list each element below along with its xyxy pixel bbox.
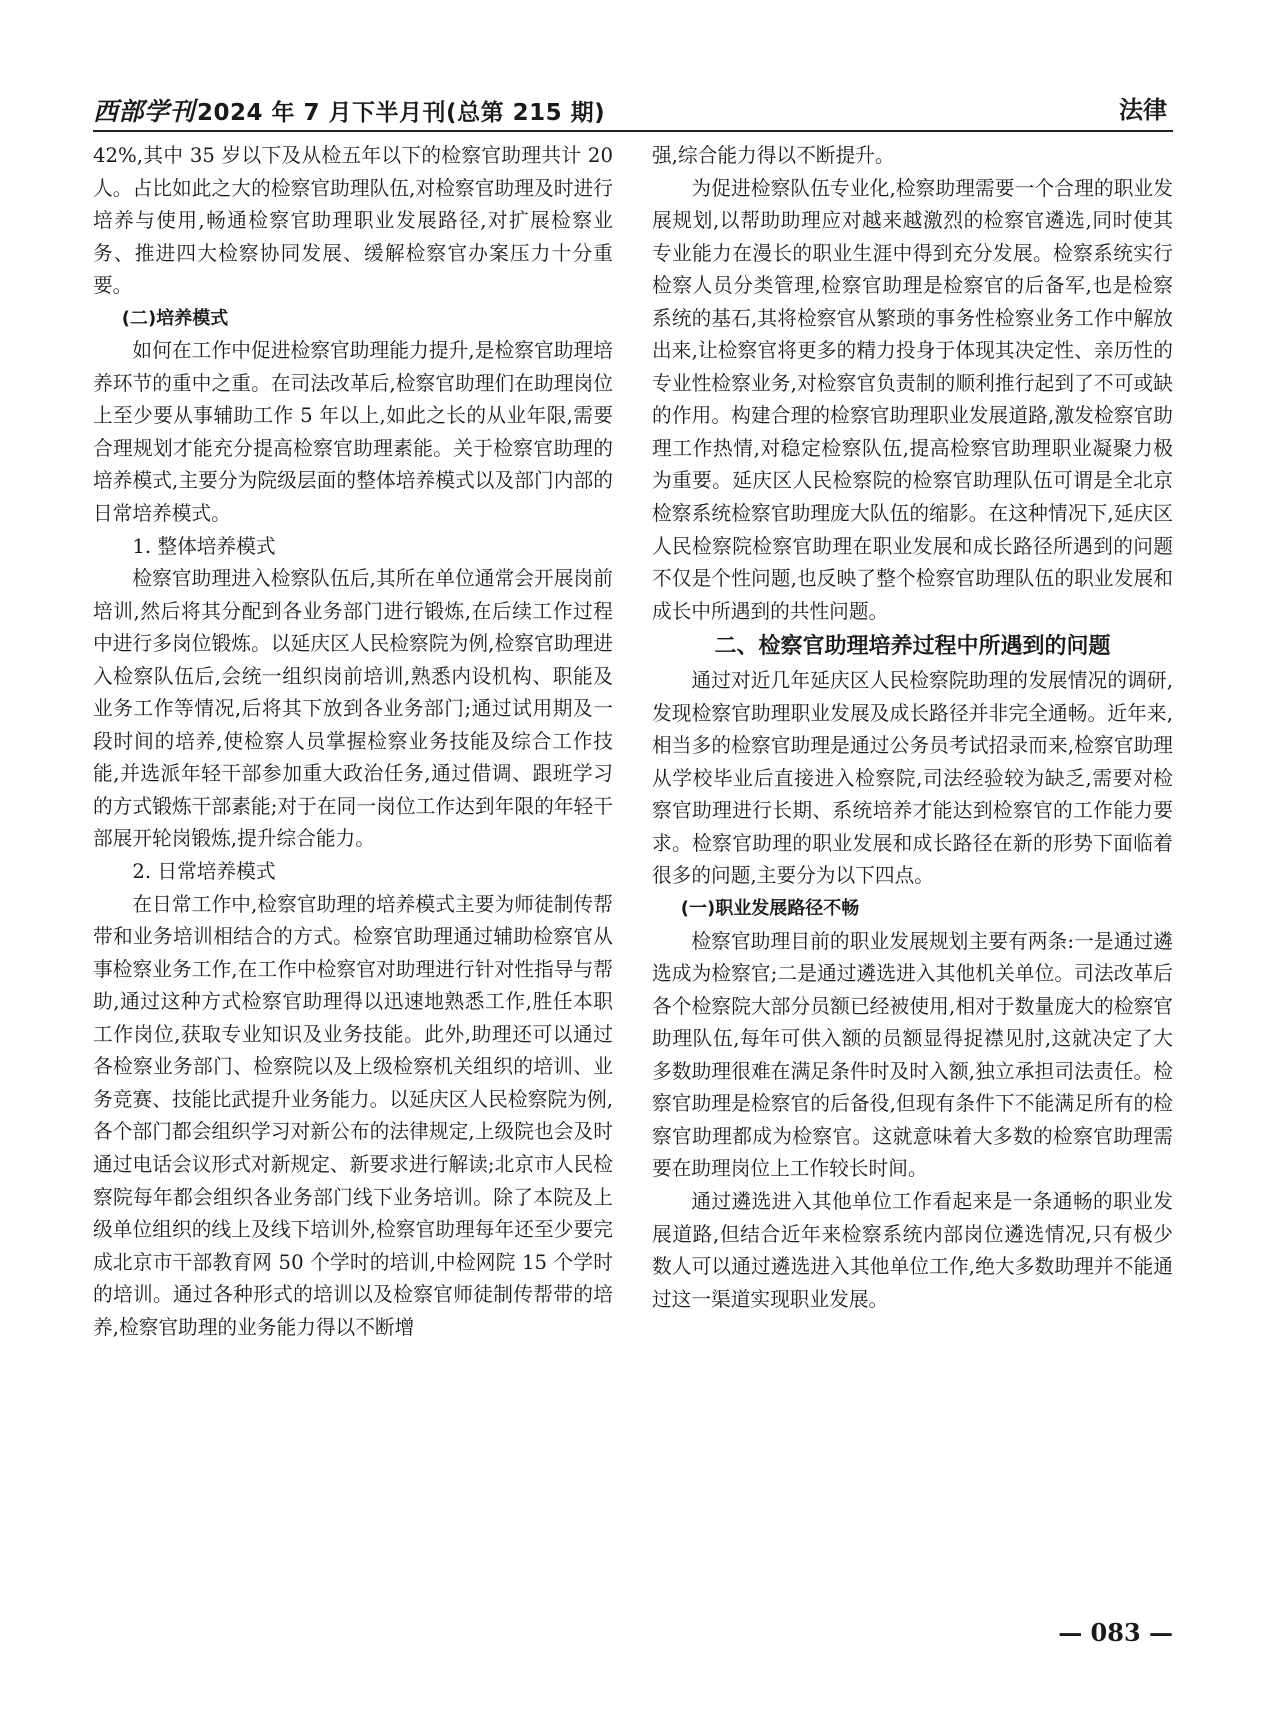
journal-logo: 西部学刊 [93, 97, 196, 126]
section-heading: 二、检察官助理培养过程中所遇到的问题 [714, 634, 1111, 660]
section-label: 法律 [1119, 96, 1167, 124]
paragraph: 检察官助理目前的职业发展规划主要有两条:一是通过遴选成为检察官;二是通过遴选进入其他机关单位。司法改革后各个检察院大部分员额已经被使用,相对于数量庞大的检察官助理队伍,每年可供入额的员额显得捉襟见肘,这就决定了大多数助理很难在满足条件时及时入额,独立承担司法责任。检察官助理是检察官的后备役,但现有条件下不能满足所有的检察官助理都成为检察官。这就意味着大多数的检察官助理需要在助理岗位上工作较长时间。 [652, 929, 1173, 1181]
issue-info: 2024 年 7 月下半月刊(总第 215 期) [197, 100, 606, 126]
paragraph: 通过对近几年延庆区人民检察院助理的发展情况的调研,发现检察官助理职业发展及成长路径并非完全通畅。近年来,相当多的检察官助理是通过公务员考试招录而来,检察官助理从学校毕业后直接进入检察院,司法经验较为缺乏,需要对检察官助理进行长期、系统培养才能达到检察官的工作能力要求。检察官助理的职业发展和成长路径在新的形势下面临着很多的问题,主要分为以下四点。 [652, 669, 1173, 888]
page-number: — 083 — [1058, 1618, 1173, 1647]
journal-title [93, 92, 605, 128]
paragraph: 如何在工作中促进检察官助理能力提升,是检察官助理培养环节的重中之重。在司法改革后,检察官助理们在助理岗位上至少要从事辅助工作 5 年以上,如此之长的从业年限,需要合理规划才能充分提高检察官助理素能。关于检察官助理的培养模式,主要分为院级层面的整体培养模式以及部门内部的日常培养模式。 [93, 339, 613, 526]
paragraph: 强,综合能力得以不断提升。 [652, 144, 895, 167]
subsection-heading: (一)职业发展路径不畅 [680, 898, 860, 920]
numbered-heading: 1. 整体培养模式 [132, 534, 276, 558]
right-column [652, 140, 1173, 1316]
subsection-heading: (二)培养模式 [121, 307, 229, 329]
paragraph: 在日常工作中,检察官助理的培养模式主要为师徒制传帮带和业务培训相结合的方式。检察官助理通过辅助检察官从事检察业务工作,在工作中检察官对助理进行针对性指导与帮助,通过这种方式检察官助理得以迅速地熟悉工作,胜任本职工作岗位,获取专业知识及业务技能。此外,助理还可以通过各检察业务部门、检察院以及上级检察机关组织的培训、业务竞赛、技能比武提升业务能力。以延庆区人民检察院为例,各个部门都会组织学习对新公布的法律规定,上级院也会及时通过电话会议形式对新规定、新要求进行解读;北京市人民检察院每年都会组织各业务部门线下业务培训。除了本院及上级单位组织的线上及线下培训外,检察官助理每年还至少要完成北京市干部教育网 50 个学时的培训,中检网院 15 个学时的培训。通过各种形式的培训以及检察官师徒制传帮带的培养,检察官助理的业务能力得以不断增 [93, 892, 613, 1339]
paragraph: 42%,其中 35 岁以下及从检五年以下的检察官助理共计 20 人。占比如此之大的检察官助理队伍,对检察官助理及时进行培养与使用,畅通检察官助理职业发展路径,对扩展检察业务、推进四大检察协同发展、缓解检察官办案压力十分重要。 [93, 144, 613, 298]
paragraph: 为促进检察队伍专业化,检察助理需要一个合理的职业发展规划,以帮助助理应对越来越激烈的检察官遴选,同时使其专业能力在漫长的职业生涯中得到充分发展。检察系统实行检察人员分类管理,检察官助理是检察官的后备军,也是检察系统的基石,其将检察官从繁琐的事务性检察业务工作中解放出来,让检察官将更多的精力投身于体现其决定性、亲历性的专业性检察业务,对检察官负责制的顺利推行起到了不可或缺的作用。构建合理的检察官助理职业发展道路,激发检察官助理工作热情,对稳定检察队伍,提高检察官助理职业凝聚力极为重要。延庆区人民检察院的检察官助理队伍可谓是全北京检察系统检察官助理庞大队伍的缩影。在这种情况下,延庆区人民检察院检察官助理在职业发展和成长路径所遇到的问题不仅是个性问题,也反映了整个检察官助理队伍的职业发展和成长中所遇到的共性问题。 [652, 176, 1173, 623]
left-column [93, 140, 613, 1344]
numbered-heading: 2. 日常培养模式 [132, 860, 276, 884]
paragraph: 检察官助理进入检察队伍后,其所在单位通常会开展岗前培训,然后将其分配到各业务部门进行锻炼,在后续工作过程中进行多岗位锻炼。以延庆区人民检察院为例,检察官助理进入检察队伍后,会统一组织岗前培训,熟悉内设机构、职能及业务工作等情况,后将其下放到各业务部门;通过试用期及一段时间的培养,使检察人员掌握检察业务技能及综合工作技能,并选派年轻干部参加重大政治任务,通过借调、跟班学习的方式锻炼干部素能;对于在同一岗位工作达到年限的年轻干部展开轮岗锻炼,提升综合能力。 [93, 567, 613, 851]
page-header [93, 84, 1173, 132]
paragraph: 通过遴选进入其他单位工作看起来是一条通畅的职业发展道路,但结合近年来检察系统内部岗位遴选情况,只有极少数人可以通过遴选进入其他单位工作,绝大多数助理并不能通过这一渠道实现职业发展。 [652, 1189, 1173, 1311]
